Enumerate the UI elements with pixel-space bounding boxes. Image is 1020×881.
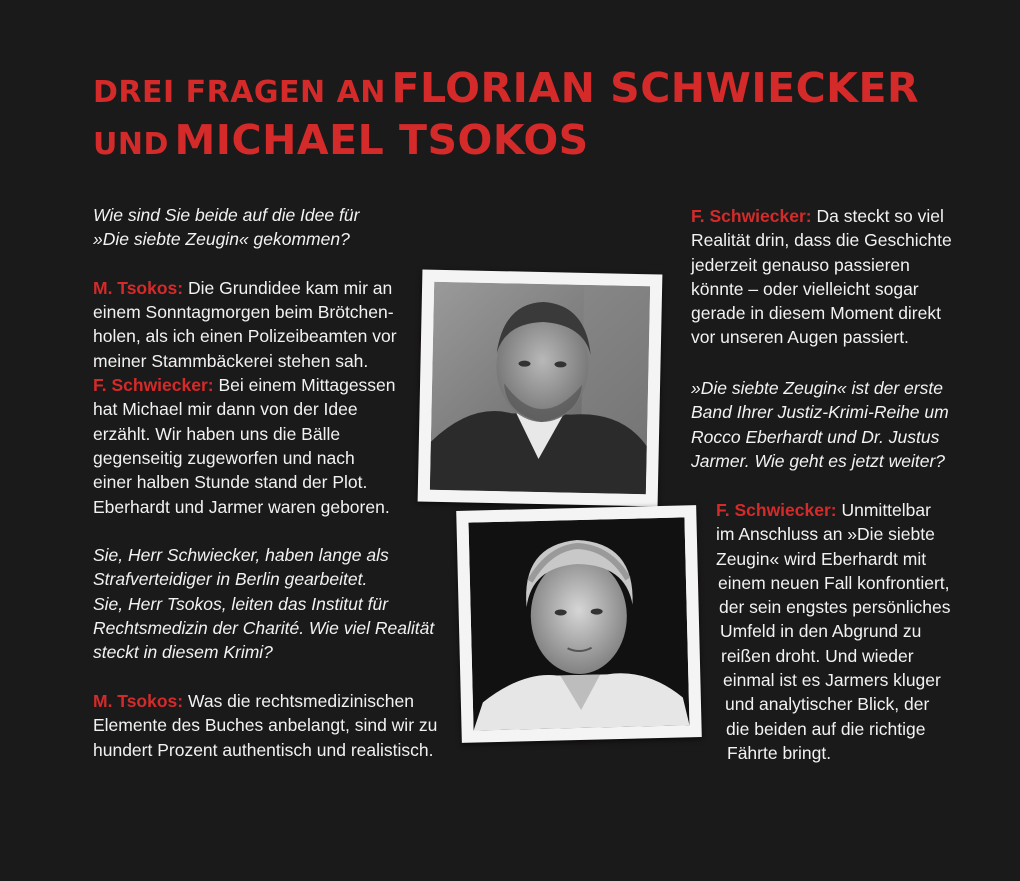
title-name-schwiecker: FLORIAN SCHWIECKER [391,64,920,112]
answer-schwiecker-3: F. Schwiecker: Unmittelbar im Anschluss an »Die siebte Zeugin« wird Eberhardt mit einem neuen Fall konfrontiert, der sein engstes persönliches Umfeld in den Abgrund zu reißen droht. Und wieder einmal ist es Jarmers kluger und analytischer Blick, der die beiden auf die richtige Fährte bringt. [716,500,951,763]
portrait-photo-schwiecker [418,270,663,507]
answer-schwiecker-1: F. Schwiecker: Bei einem Mittagessen hat Michael mir dann von der Idee erzählt. Wir haben uns die Bälle gegenseitig zugeworfen und nach einer halben Stunde stand der Plot. Eberhardt und Jarmer waren geboren. [93,375,396,517]
speaker-label: F. Schwiecker: [716,500,837,520]
speaker-label: M. Tsokos: [93,277,184,298]
title-conjunction: UND [93,127,169,162]
speaker-label: F. Schwiecker: [691,206,812,226]
portrait-image [468,517,689,730]
title-name-tsokos: MICHAEL TSOKOS [174,116,589,164]
question-2: Sie, Herr Schwiecker, haben lange als Strafverteidiger in Berlin gearbeitet. Sie, Herr Tsokos, leiten das Institut für Rechtsmedizin der Charité. Wie viel Realität steckt in diesem Krimi? [93,545,435,663]
title-prefix: DREI FRAGEN AN [93,75,386,110]
speaker-label: M. Tsokos: [93,690,184,711]
portrait-photo-tsokos [456,505,702,743]
answer-tsokos-2: M. Tsokos: Was die rechtsmedizinischen Elemente des Buches anbelangt, sind wir zu hundert Prozent authentisch und realistisch. [93,690,438,760]
question-1: Wie sind Sie beide auf die Idee für »Die siebte Zeugin« gekommen? [93,205,360,250]
question-3: »Die siebte Zeugin« ist der erste Band Ihrer Justiz-Krimi-Reihe um Rocco Eberhardt und Dr. Justus Jarmer. Wie geht es jetzt weiter? [691,378,949,471]
page-title [93,64,993,164]
answer-tsokos-1: M. Tsokos: Die Grundidee kam mir an einem Sonntagmorgen beim Brötchen- holen, als ich einen Polizeibeamten vor meiner Stammbäckerei stehen sah. [93,277,397,371]
portrait-image [430,282,650,494]
left-column [93,203,453,762]
answer-schwiecker-2: F. Schwiecker: Da steckt so viel Realität drin, dass die Geschichte jederzeit genauso passieren könnte – oder vielleicht sogar gerade in diesem Moment direkt vor unseren Augen passiert. [691,206,952,348]
speaker-label: F. Schwiecker: [93,375,214,396]
